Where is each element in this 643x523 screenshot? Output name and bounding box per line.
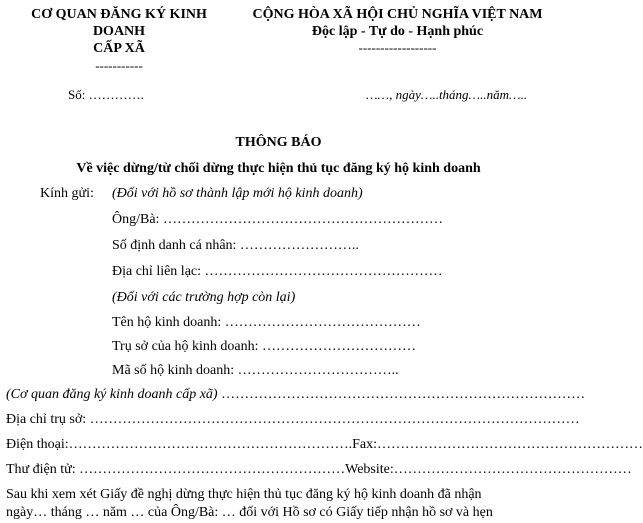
agency-name-line1: CƠ QUAN ĐĂNG KÝ KINH [31,7,207,22]
agency-name-line3: CẤP XÃ [93,41,145,56]
agency-name-line2: DOANH [92,24,146,39]
recipient-contact-field: Địa chỉ liên lạc: …………………………………………… [112,264,443,279]
body-line-2: ngày… tháng … năm … của Ông/Bà: … đối với Hồ sơ có Giấy tiếp nhận hồ sơ và hẹn [6,505,493,520]
agency-address-field: Địa chỉ trụ sở: …………………………………………………………………………………………… [6,412,580,427]
recipient-label: Kính gửi: [40,186,94,201]
nation-name: CỘNG HÒA XÃ HỘI CHỦ NGHĨA VIỆT NAM [252,7,543,22]
nation-motto: Độc lập - Tự do - Hạnh phúc [311,24,484,39]
recipient-note-new: (Đối với hồ sơ thành lập mới hộ kinh doanh) [112,186,363,201]
body-line-1: Sau khi xem xét Giấy đề nghị dừng thực hiện thủ tục đăng ký hộ kinh doanh đã nhận [6,487,482,502]
agency-phone-fax-field: Điện thoại:…………………………………………………….Fax:………………………………………………… [6,437,643,452]
business-name-field: Tên hộ kinh doanh: …………………………………… [112,315,421,330]
business-code-field: Mã số hộ kinh doanh: …………………………….. [112,363,399,378]
agency-rule: ----------- [95,58,143,73]
document-date: ……, ngày…..tháng…..năm….. [366,87,528,102]
agency-label: (Cơ quan đăng ký kinh doanh cấp xã) [6,387,218,402]
document-title: THÔNG BÁO [235,135,322,150]
document-subtitle: Về việc dừng/từ chối dừng thực hiện thủ tục đăng ký hộ kinh doanh [76,161,481,176]
agency-dots: …………………………………………………………………… [221,387,586,402]
document-number: Số: …………. [68,87,144,102]
agency-line [6,386,586,403]
recipient-note-other: (Đối với các trường hợp còn lại) [112,290,296,305]
recipient-name-field: Ông/Bà: …………………………………………………… [112,212,443,227]
recipient-id-field: Số định danh cá nhân: …………………….. [112,238,359,253]
agency-email-website-field: Thư điện tử: …………………………………………………Website:…………………………………………… [6,462,632,477]
nation-rule: ------------------ [358,40,437,55]
head-office-field: Trụ sở của hộ kinh doanh: …………………………… [112,339,416,354]
